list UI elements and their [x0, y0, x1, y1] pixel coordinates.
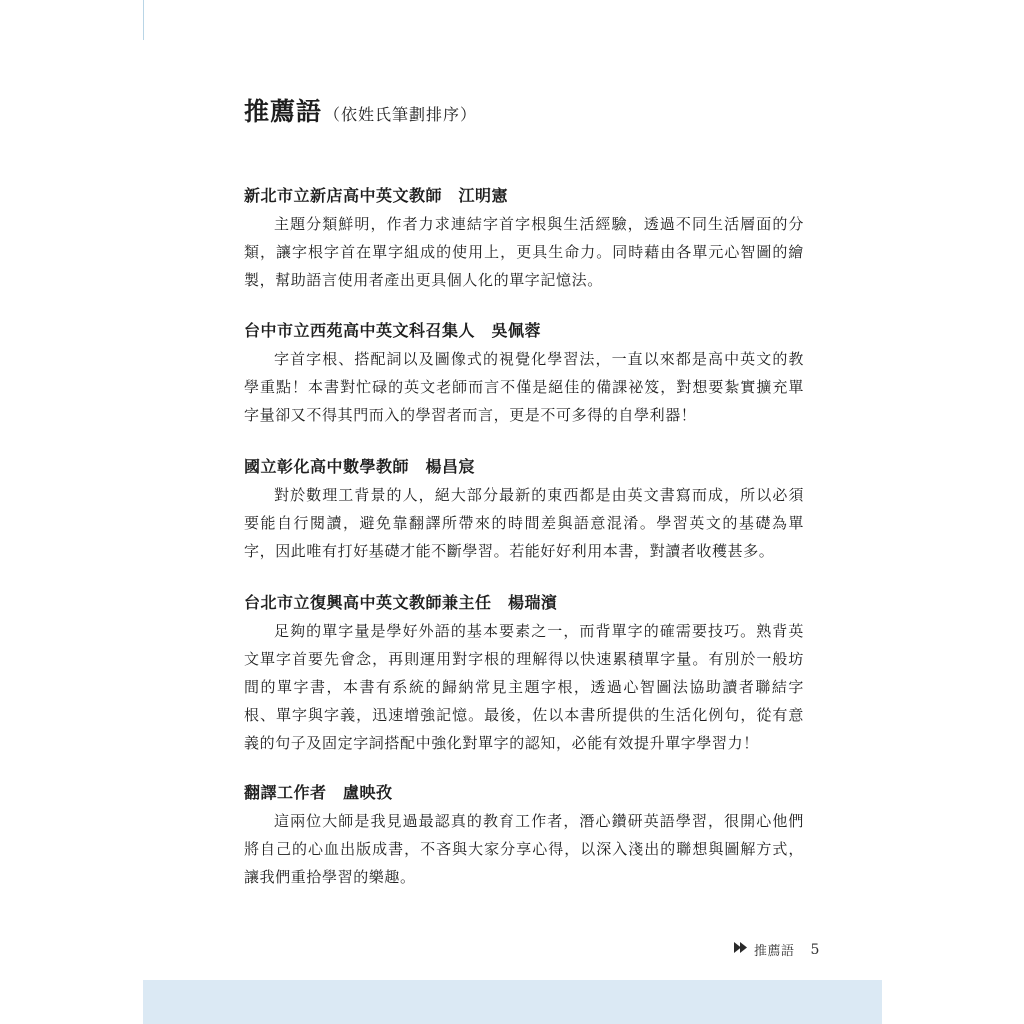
bottom-color-band	[143, 980, 882, 1024]
recommendation-entry-2	[244, 320, 804, 429]
page-number: 5	[810, 941, 820, 958]
recommender-name: 新北市立新店高中英文教師 江明憲	[244, 186, 509, 205]
recommendation-text: 主題分類鮮明，作者力求連結字首字根與生活經驗，透過不同生活層面的分類，讓字根字首在單字組成的使用上，更具生命力。同時藉由各單元心智圖的繪製，幫助語言使用者產出更具個人化的單字記憶法。	[244, 215, 804, 289]
recommender-name: 台中市立西苑高中英文科召集人 吳佩蓉	[244, 321, 542, 340]
recommender-name: 翻譯工作者 盧映孜	[244, 783, 393, 802]
recommendation-text: 對於數理工背景的人，絕大部分最新的東西都是由英文書寫而成，所以必須要能自行閱讀，避免靠翻譯所帶來的時間差與語意混淆。學習英文的基礎為單字，因此唯有打好基礎才能不斷學習。若能好好利用本書，對讀者收穫甚多。	[244, 486, 804, 560]
page-title: 推薦語	[244, 97, 323, 126]
page-heading	[244, 92, 477, 128]
recommendation-text: 字首字根、搭配詞以及圖像式的視覺化學習法，一直以來都是高中英文的教學重點！本書對忙碌的英文老師而言不僅是絕佳的備課祕笈，對想要紮實擴充單字量卻又不得其門而入的學習者而言，更是不可多得的自學利器！	[244, 350, 804, 424]
recommendation-entry-3	[244, 456, 804, 565]
page-footer	[734, 940, 819, 959]
recommendation-entry-5	[244, 782, 804, 891]
page-subtitle: （依姓氏筆劃排序）	[324, 105, 478, 124]
recommendation-entry-4	[244, 592, 804, 757]
recommendation-text: 這兩位大師是我見過最認真的教育工作者，潛心鑽研英語學習，很開心他們將自己的心血出版成書，不吝與大家分享心得，以深入淺出的聯想與圖解方式，讓我們重拾學習的樂趣。	[244, 812, 804, 886]
recommendation-entry-1	[244, 185, 804, 294]
recommender-name: 國立彰化高中數學教師 楊昌宸	[244, 457, 476, 476]
page-edge-rule	[143, 0, 144, 40]
footer-section-label: 推薦語	[754, 944, 795, 959]
recommendation-text: 足夠的單字量是學好外語的基本要素之一，而背單字的確需要技巧。熟背英文單字首要先會念，再則運用對字根的理解得以快速累積單字量。有別於一般坊間的單字書，本書有系統的歸納常見主題字根，透過心智圖法協助讀者聯結字根、單字與字義，迅速增強記憶。最後，佐以本書所提供的生活化例句，從有意義的句子及固定字詞搭配中強化對單字的認知，必能有效提升單字學習力！	[244, 622, 804, 752]
double-arrow-right-icon	[734, 942, 748, 957]
recommender-name: 台北市立復興高中英文教師兼主任 楊瑞濱	[244, 593, 558, 612]
